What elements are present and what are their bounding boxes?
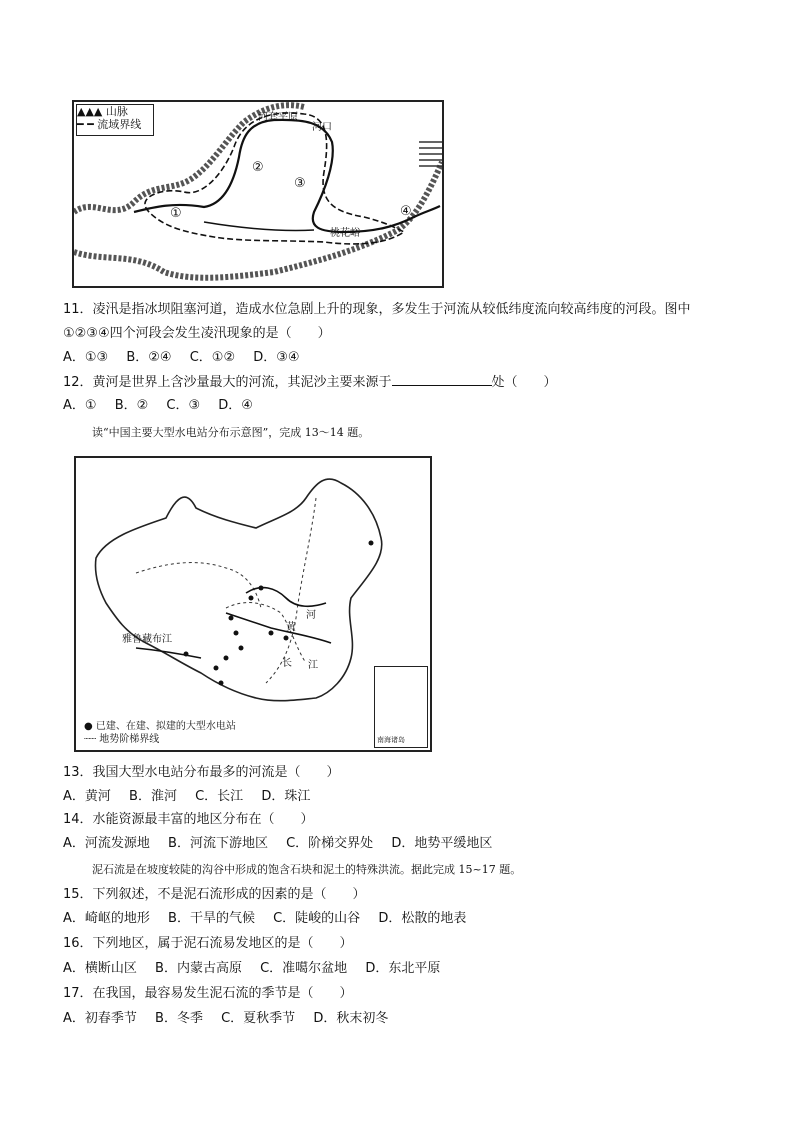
q16-stem: 16．下列地区，属于泥石流易发地区的是（ ） xyxy=(63,936,353,951)
q11-line2: ①②③④四个河段会发生凌汛现象的是（ ） xyxy=(63,326,331,341)
q16-option-a[interactable]: A．横断山区 xyxy=(63,961,137,976)
q13-stem: 13．我国大型水电站分布最多的河流是（ ） xyxy=(63,765,340,780)
label-hekou: 河口 xyxy=(312,122,332,133)
legend-boundary: ━ ━ 流域界线 xyxy=(77,118,142,131)
q12-option-c[interactable]: C．③ xyxy=(166,398,201,413)
label-taohuayu: 桃花峪 xyxy=(330,228,360,239)
q16-option-b[interactable]: B．内蒙古高原 xyxy=(155,961,242,976)
marker-3: ③ xyxy=(294,176,306,191)
q15-options xyxy=(63,910,480,928)
q14-options xyxy=(63,835,506,853)
map2-legend: ● 已建、在建、拟建的大型水电站 ┈┈ 地势阶梯界线 xyxy=(84,721,236,745)
q12-option-b[interactable]: B．② xyxy=(114,398,149,413)
intro-13-14: 读“中国主要大型水电站分布示意图”，完成 13～14 题。 xyxy=(92,426,370,439)
q11-options xyxy=(63,349,314,367)
dashed-line-icon: ━ ━ xyxy=(77,118,98,131)
q11-option-a[interactable]: A．①③ xyxy=(63,350,109,365)
south-china-sea-inset xyxy=(374,666,428,748)
q15-stem: 15．下列叙述，不是泥石流形成的因素的是（ ） xyxy=(63,887,366,902)
q17-option-c[interactable]: C．夏秋季节 xyxy=(221,1011,296,1026)
answer-blank[interactable] xyxy=(392,373,492,386)
q12-stem: 12．黄河是世界上含沙量最大的河流，其泥沙主要来源于 处（ ） xyxy=(63,375,557,390)
q15-option-a[interactable]: A．崎岖的地形 xyxy=(63,911,150,926)
china-hydropower-map xyxy=(74,456,432,752)
legend-mountain: ▲▲▲ 山脉 xyxy=(77,105,128,118)
station-dot-icon: ● xyxy=(84,721,96,732)
yellow-river-map xyxy=(72,100,444,288)
label-chang-1: 长 xyxy=(282,658,292,669)
q17-options xyxy=(63,1010,402,1028)
q14-option-c[interactable]: C．阶梯交界处 xyxy=(286,836,374,851)
q11-line1: 11．凌汛是指冰坝阻塞河道，造成水位急剧上升的现象，多发生于河流从较低纬度流向较高纬度的河段。图中 xyxy=(63,302,691,317)
label-huang-2: 河 xyxy=(306,610,316,621)
marker-4: ④ xyxy=(400,204,412,219)
map1-legend xyxy=(76,104,154,136)
label-yarlung: 雅鲁藏布江 xyxy=(122,634,172,645)
intro-15-17: 泥石流是在坡度较陡的沟谷中形成的饱含石块和泥土的特殊洪流。据此完成 15~17 题。 xyxy=(92,863,522,876)
q12-options xyxy=(63,397,267,415)
q17-option-b[interactable]: B．冬季 xyxy=(155,1011,203,1026)
inset-label: 南海诸岛 xyxy=(377,736,405,744)
q11-option-c[interactable]: C．①② xyxy=(189,350,236,365)
q11-option-b[interactable]: B．②④ xyxy=(126,350,172,365)
marker-2: ② xyxy=(252,160,264,175)
marker-1: ① xyxy=(170,206,182,221)
q12-option-d[interactable]: D．④ xyxy=(218,398,253,413)
q15-option-c[interactable]: C．陡峻的山谷 xyxy=(273,911,361,926)
label-hetao: 河套平原 xyxy=(258,112,298,123)
q11-option-d[interactable]: D．③④ xyxy=(253,350,300,365)
q14-option-a[interactable]: A．河流发源地 xyxy=(63,836,150,851)
q16-option-d[interactable]: D．东北平原 xyxy=(365,961,441,976)
label-huang-1: 黄 xyxy=(286,622,296,633)
dotted-line-icon: ┈┈ xyxy=(84,734,100,745)
q17-option-d[interactable]: D．秋末初冬 xyxy=(313,1011,389,1026)
q17-option-a[interactable]: A．初春季节 xyxy=(63,1011,137,1026)
q17-stem: 17．在我国，最容易发生泥石流的季节是（ ） xyxy=(63,986,353,1001)
q15-option-d[interactable]: D．松散的地表 xyxy=(378,911,467,926)
q13-option-c[interactable]: C．长江 xyxy=(195,789,244,804)
mountain-icon: ▲▲▲ xyxy=(77,105,106,118)
q13-option-a[interactable]: A．黄河 xyxy=(63,789,111,804)
q14-option-d[interactable]: D．地势平缓地区 xyxy=(391,836,493,851)
q15-option-b[interactable]: B．干旱的气候 xyxy=(168,911,255,926)
q16-options xyxy=(63,960,454,978)
q16-option-c[interactable]: C．准噶尔盆地 xyxy=(260,961,348,976)
q12-option-a[interactable]: A．① xyxy=(63,398,97,413)
q13-option-d[interactable]: D．珠江 xyxy=(261,789,311,804)
label-chang-2: 江 xyxy=(308,660,318,671)
q14-option-b[interactable]: B．河流下游地区 xyxy=(168,836,268,851)
q13-options xyxy=(63,788,324,806)
q13-option-b[interactable]: B．淮河 xyxy=(129,789,177,804)
q14-stem: 14．水能资源最丰富的地区分布在（ ） xyxy=(63,812,314,827)
